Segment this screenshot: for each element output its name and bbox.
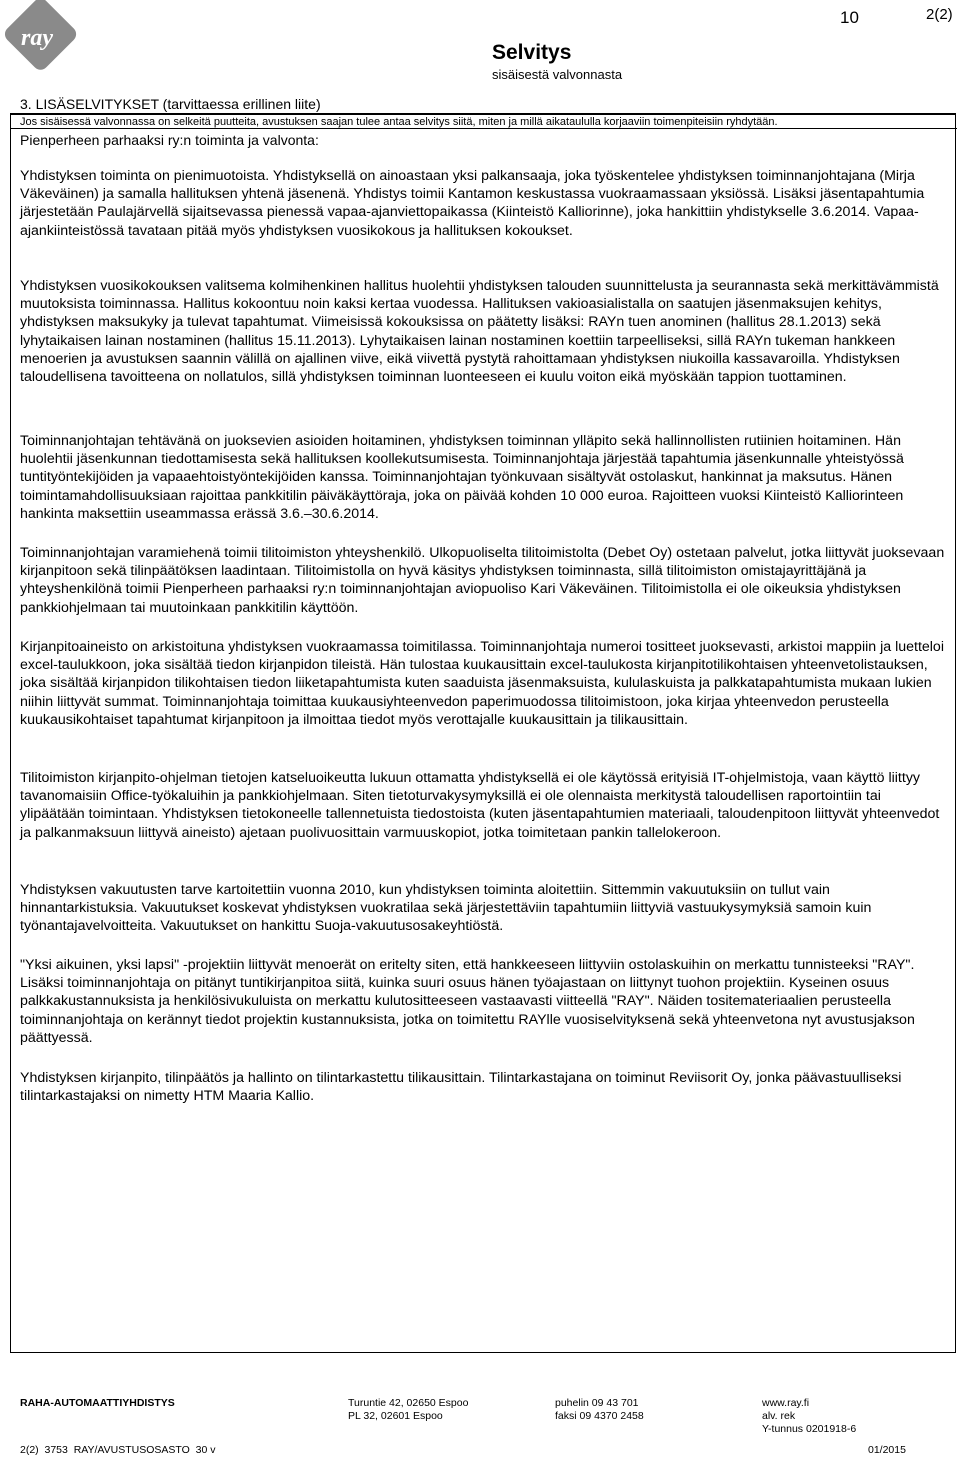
- footer-organization: RAHA-AUTOMAATTIYHDISTYS: [20, 1397, 175, 1409]
- section-heading: 3. LISÄSELVITYKSET (tarvittaessa erillinen liite): [20, 96, 321, 112]
- footer-phone: puhelin 09 43 701: [555, 1397, 639, 1409]
- footer-postal-address: PL 32, 02601 Espoo: [348, 1410, 443, 1422]
- footer-form-date: 01/2015: [868, 1444, 906, 1456]
- footer-business-id: Y-tunnus 0201918-6: [762, 1423, 857, 1435]
- document-subtitle: sisäisestä valvonnasta: [492, 67, 623, 82]
- ray-logo-text: ray: [21, 25, 53, 51]
- page-number: 10: [840, 8, 859, 27]
- paragraph: Toiminnanjohtajan tehtävänä on juoksevien asioiden hoitaminen, yhdistyksen toiminnan ylläpito sekä hallinnollisten rutiinien hoitaminen. Hän huolehtii jäsenkunnan tiedottamisesta sekä hallituksen koollekutsumisesta. Toiminnanjohtaja järjestää tapahtumia jäsenkunnalle yhteistyössä tuntityöntekijöiden ja vapaaehtoistyöntekijöiden kanssa. Toiminnanjohtajan työnkuvaan sisältyvät ostolaskut, hankinnat ja maksutus. Hänen toimintamahdollisuuksiaan rajoittaa pankkitilin päiväkäyttöraja, joka on päivää kohden 10 000 euroa. Rajoitteen vuoksi Kiinteistö Kalliorinteen hankinta maksettiin useammassa erässä 3.6.–30.6.2014.: [20, 433, 904, 522]
- document-title: Selvitys: [492, 41, 572, 64]
- paragraph: Toiminnanjohtajan varamiehenä toimii tilitoimiston yhteyshenkilö. Ulkopuoliselta tilitoimistolta (Debet Oy) ostetaan palvelut, jotka liittyvät juoksevaan kirjanpitoon sekä tilinpäätöksen laadintaan. Tilitoimistolla on hyvä käsitys yhdistyksen toiminnasta, sillä tilitoimiston omistajayrittäjänä ja yhteyshenkilönä toimii Pienperheen parhaaksi ry:n toiminnanjohtajan aviopuoliso Kari Väkeväinen. Tilitoimistolla ei ole oikeuksia yhdistyksen pankkiohjelmaan tai muutoinkaan pankkitilin käyttöön.: [20, 545, 945, 616]
- footer-website: www.ray.fi: [762, 1397, 810, 1409]
- paragraph: Yhdistyksen toiminta on pienimuotoista. Yhdistyksellä on ainoastaan yksi palkansaaja, joka työskentelee yhdistyksen toiminnanjohtajana (Mirja Väkeväinen) ja samalla hallituksen yhtenä jäsenenä. Yhdistys toimii Kantamon keskustassa vuokraamassaan yksiössä. Lisäksi jäsentapahtumia järjestetään Paulajärvellä sijaitsevassa pienessä vapaa-ajanviettopaikassa (Kiinteistö Kalliorinne), joka hankittiin yhdistykselle 3.6.2014. Vapaa-ajankiinteistössä tavataan pitää myös yhdistyksen vuosikokous ja hallituksen kokoukset.: [20, 168, 925, 239]
- paragraph: Kirjanpitoaineisto on arkistoituna yhdistyksen vuokraamassa toimitilassa. Toiminnanjohtaja numeroi tositteet juoksevasti, arkistoi mappiin ja luetteloi excel-taulukkoon, joka sisältää tiedon kirjanpidon tileistä. Hän tulostaa kuukausittain excel-taulukosta kirjanpitotilikohtaisen yhteenvetolistauksen, joka sisältää kirjanpidon tilikohtaisen tiedon liiketapahtumista kuten saaduista jäsenmaksuista, kululaskuista ja palkkatapahtumista mukaan lukien niihin liittyvät summat. Toiminnanjohtaja toimittaa kuukausiyhteenvedon paperimuodossa tilitoimistoon, joka kirjaa yhteenvedon perusteella kuukausikohtaiset tapahtumat kirjanpitoon ja ilmoittaa tiedot myös verottajalle kuukausittain ja tilikausittain.: [20, 639, 944, 728]
- paragraph: Yhdistyksen kirjanpito, tilinpäätös ja hallinto on tilintarkastettu tilikausittain. Tilintarkastajana on toiminut Reviisorit Oy, jonka päävastuulliseksi tilintarkastajaksi on nimetty HTM Maaria Kallio.: [20, 1070, 902, 1105]
- page-count: 2(2): [926, 6, 953, 23]
- paragraph: "Yksi aikuinen, yksi lapsi" -projektiin liittyvät menoerät on eritelty siten, että hankkeeseen liittyviin ostolaskuihin on merkattu tunnisteeksi "RAY". Lisäksi toiminnanjohtaja on pitänyt tuntikirjanpitoa siitä, kuinka suuri osuus hänen työajastaan on liittynyt tuohon projektiin. Kyseinen osuus palkkakustannuksista ja henkilösivukuluista on merkattu kulutositteeseen vastaavasti viitteellä "RAY". Näiden tositemateriaalien perusteella toiminnanjohtaja on kerännyt tiedot projektin kustannuksista, jotka on toimitettu RAYlle vuosiselvityksenä sekä yhteenvetona nyt avustusjakson päättyessä.: [20, 957, 915, 1046]
- box-divider: [10, 128, 957, 129]
- footer-vat-registration: alv. rek: [762, 1410, 796, 1422]
- footer-fax: faksi 09 4370 2458: [555, 1410, 644, 1422]
- footer-form-id: 2(2) 3753 RAY/AVUSTUSOSASTO 30 v: [20, 1444, 216, 1456]
- paragraph: Yhdistyksen vuosikokouksen valitsema kolmihenkinen hallitus huolehtii yhdistyksen talouden suunnittelusta ja seurannasta sekä merkittävämmistä muutoksista toiminnassa. Hallitus kokoontuu noin kaksi kertaa vuodessa. Hallituksen vakioasialistalla on saatujen jäsenmaksujen kehitys, yhdistyksen maksukyky ja tulevat tapahtumat. Viimeisissä kokouksissa on päätetty lisäksi: RAYn tuen anominen (hallitus 28.1.2013) sekä lyhytaikaisen lainan nostaminen (hallitus 15.11.2013). Lyhytaikaisen lainan nostaminen koettiin tarpeelliseksi, sillä RAYn tukeman hankkeen menoerien ja avustuksen saannin välillä on ajallinen viive, eikä viivettä pystytä rahoittamaan yhdistyksen niukoilla kassavaroilla. Yhdistyksen taloudellisena tavoitteena on nollatulos, sillä yhdistyksen toiminnan luonteeseen ei kuulu voiton eikä myöskään tappion tuottaminen.: [20, 278, 939, 386]
- box-title: Pienperheen parhaaksi ry:n toiminta ja valvonta:: [20, 132, 319, 148]
- paragraph: Yhdistyksen vakuutusten tarve kartoitettiin vuonna 2010, kun yhdistyksen toiminta aloitettiin. Sittemmin vakuutuksiin on tullut vain hinnantarkistuksia. Vakuutukset koskevat yhdistyksen vuokratilaa sekä järjestettäviin tapahtumiin liittyviä vastuukysymyksiä samoin kuin työnantajavelvoitteita. Vakuutukset on hankittu Suoja-vakuutusosakeyhtiöstä.: [20, 882, 872, 935]
- footer-street-address: Turuntie 42, 02650 Espoo: [348, 1397, 469, 1409]
- ray-logo: [0, 0, 80, 80]
- paragraph: Tilitoimiston kirjanpito-ohjelman tietojen katseluoikeutta lukuun ottamatta yhdistyksellä ei ole käytössä erityisiä IT-ohjelmistoja, vaan käyttö liittyy tavanomaisiin Office-työkaluihin ja pankkiohjelmaan. Siten tietoturvakysymyksillä ei ole olennaista merkitystä taloudellisen raportointiin tai ylipäätään toimintaan. Yhdistyksen tietokoneelle tallennetuista tiedostoista (kuten jäsentapahtumien materiaali, taloudenpitoon liittyvät yhteenvedot ja palkanmaksuun liittyvä aineisto) ajetaan puolivuosittain varmuuskopiot, jotka toimitetaan pankin tallelokeroon.: [20, 770, 940, 841]
- section-instruction: Jos sisäisessä valvonnassa on selkeitä puutteita, avustuksen saajan tulee antaa selvitys siitä, miten ja millä aikataululla korjaaviin toimenpiteisiin ryhdytään.: [20, 116, 778, 128]
